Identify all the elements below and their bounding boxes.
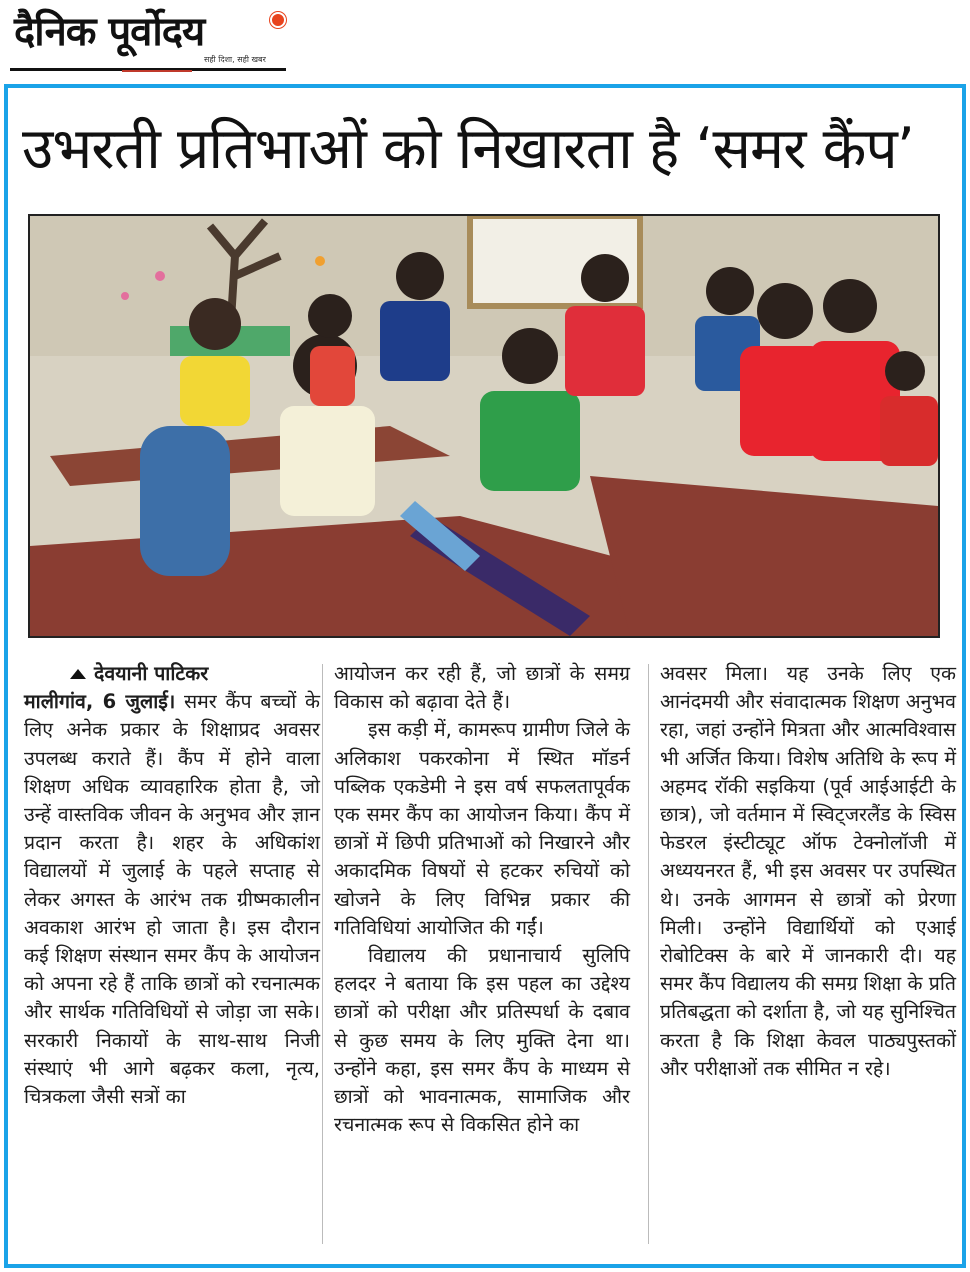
newspaper-logo: दैनिक पूर्वोदय bbox=[14, 9, 205, 55]
photo-image bbox=[30, 216, 938, 636]
column-divider bbox=[648, 664, 649, 1244]
article-column-2 bbox=[334, 660, 630, 1250]
column-divider bbox=[322, 664, 323, 1244]
byline bbox=[24, 660, 320, 688]
article-column-1 bbox=[24, 660, 320, 1250]
article-paragraph: आयोजन कर रही हैं, जो छात्रों के समग्र विकास को बढ़ावा देते हैं। bbox=[334, 662, 630, 714]
article-headline: उभरती प्रतिभाओं को निखारता है ‘समर कैंप’ bbox=[22, 116, 914, 182]
article-column-3 bbox=[660, 660, 956, 1250]
byline-arrow-icon bbox=[70, 669, 86, 679]
dateline: मालीगांव, 6 जुलाई। bbox=[24, 690, 176, 714]
article-paragraph: समर कैंप बच्चों के लिए अनेक प्रकार के शिक्षाप्रद अवसर उपलब्ध कराते हैं। कैंप में होने वाला शिक्षण अधिक व्यावहारिक होता है, जो उन्हें वास्तविक जीवन के अनुभव और ज्ञान प्रदान करता है। शहर के अधिकांश विद्यालयों में जुलाई के पहले सप्ताह से लेकर अगस्त के आरंभ तक ग्रीष्मकालीन अवकाश आरंभ हो जाता है। इस दौरान कई शिक्षण संस्थान समर कैंप के आयोजन को अपना रहे हैं ताकि छात्रों को रचनात्मक और सार्थक गतिविधियों से जोड़ा जा सके। सरकारी निकायों के साथ-साथ निजी संस्थाएं भी आगे बढ़कर कला, नृत्य, चित्रकला जैसी सत्रों का bbox=[24, 690, 320, 1109]
author-name: देवयानी पाटिकर bbox=[94, 662, 209, 685]
masthead-accent-rule bbox=[122, 70, 192, 72]
article-paragraph: विद्यालय की प्रधानाचार्य सुलिपि हलदर ने बताया कि इस पहल का उद्देश्य छात्रों को परीक्षा और प्रतिस्पर्धा के दबाव से कुछ समय के लिए मुक्ति देना था। उन्होंने कहा, इस समर कैंप के माध्यम से छात्रों को भावनात्मक, सामाजिक और रचनात्मक रूप से विकसित होने का bbox=[334, 944, 630, 1137]
article-photo bbox=[28, 214, 940, 638]
masthead bbox=[10, 4, 290, 72]
article-paragraph: अवसर मिला। यह उनके लिए एक आनंदमयी और संवादात्मक शिक्षण अनुभव रहा, जहां उन्होंने मित्रता और आत्मविश्वास भी अर्जित किया। विशेष अतिथि के रूप में अहमद रॉकी सइकिया (पूर्व आईआईटी के छात्र), जो वर्तमान में स्विट्जरलैंड के स्विस फेडरल इंस्टीट्यूट ऑफ टेक्नोलॉजी में अध्ययनरत हैं, भी इस अवसर पर उपस्थित थे। उनके आगमन से छात्रों को प्रेरणा मिली। उन्होंने विद्यार्थियों को एआई रोबोटिक्स के बारे में जानकारी दी। यह समर कैंप विद्यालय की समग्र शिक्षा के प्रति प्रतिबद्धता को दर्शाता है, जो यह सुनिश्चित करता है कि शिक्षा केवल पाठ्यपुस्तकों और परीक्षाओं तक सीमित न रहे। bbox=[660, 662, 956, 1080]
logo-dot-icon bbox=[270, 12, 286, 28]
article-paragraph: इस कड़ी में, कामरूप ग्रामीण जिले के अलिकाश पकरकोना में स्थित मॉडर्न पब्लिक एकडेमी ने इस वर्ष सफलतापूर्वक एक समर कैंप का आयोजन किया। कैंप में छात्रों में छिपी प्रतिभाओं को निखारने और अकादमिक विषयों से हटकर रुचियों को खोजने के लिए विभिन्न प्रकार की गतिविधियां आयोजित की गईं। bbox=[334, 718, 630, 939]
masthead-tagline: सही दिशा, सही खबर bbox=[204, 55, 266, 64]
